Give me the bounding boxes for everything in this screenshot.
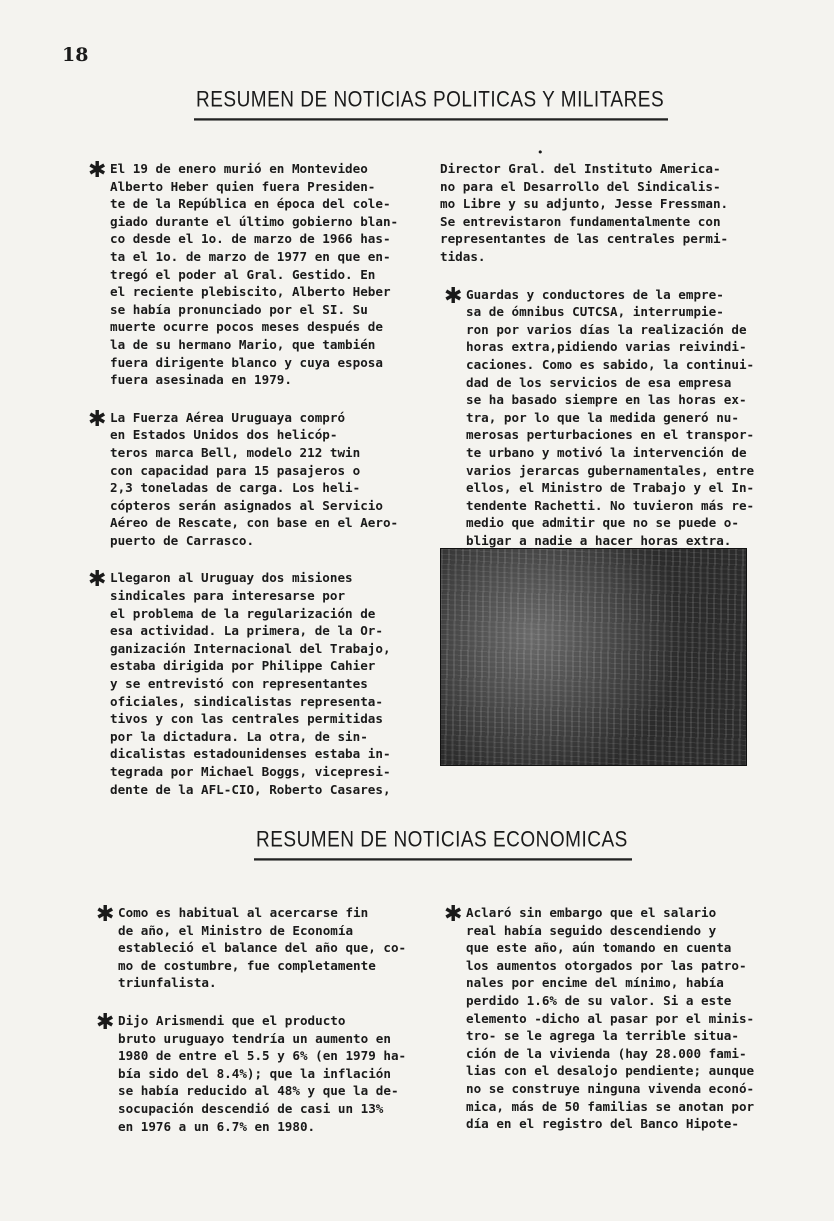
economics-left-column — [96, 902, 438, 1155]
news-item: ✱ Como es habitual al acercarse fin de año, el Ministro de Economía estableció el balance del año que, co- mo de costumbre, fue completamente triunfalista. — [96, 902, 407, 991]
title-underline — [194, 118, 668, 120]
politics-section-title: RESUMEN DE NOTICIAS POLITICAS Y MILITARES — [196, 88, 664, 113]
news-item: Director Gral. del Instituto America- no para el Desarrollo del Sindicalis- mo Libre y su adjunto, Jesse Fressman. Se entrevistaron fundamentalmente con representantes de las centrales permi- tidas. — [440, 161, 729, 264]
title-underline — [254, 858, 632, 860]
politics-right-column — [440, 160, 780, 569]
news-item: ✱ La Fuerza Aérea Uruguaya compró en Estados Unidos dos helicóp- teros marca Bell, modelo 212 twin con capacidad para 15 pasajeros o 2,3 toneladas de carga. Los heli- cópteros serán asignados al Servicio Aéreo de Rescate, con base en el Aero- puerto de Carrasco. — [88, 406, 399, 548]
asterisk-icon: ✱ — [88, 567, 107, 593]
news-item: ✱ Llegaron al Uruguay dos misiones sindicales para interesarse por el problema de la regularización de esa actividad. La primera, de la Or- ganización Internacional del Trabajo, estaba dirigida por Philippe Cahier y se entrevistó con representantes oficiales, sindicalistas representa- tivos y con las centrales permitidas por la dictadura. La otra, de sin- dicalistas estadounidenses estaba in- tegrada por Michael Boggs, vicepresi- dente de la AFL-CIO, Roberto Casares, — [88, 567, 391, 797]
news-item: ✱ Guardas y conductores de la empre- sa de ómnibus CUTCSA, interrumpie- ron por varios días la realización de horas extra,pidiendo varias reivindi- caciones. Como es sabido, la continui- dad de los servicios de esa empresa se ha basado siempre en las horas ex- tra, por lo que la medida generó nu- merosas perturbaciones en el transpor- te urbano y motivó la intervención de varios jerarcas gubernamentales, entre ellos, el Ministro de Trabajo y el In- tendente Rachetti. No tuvieron más re- medio que admitir que no se puede o- bligar a nadie a hacer horas extra. — [444, 283, 755, 548]
page-number: 18 — [62, 44, 89, 66]
economics-section-title: RESUMEN DE NOTICIAS ECONOMICAS — [256, 828, 628, 853]
asterisk-icon: ✱ — [444, 283, 463, 309]
news-item: ✱ Aclaró sin embargo que el salario real había seguido descendiendo y que este año, aún tomando en cuenta los aumentos otorgados por las patro- nales por encime del mínimo, había perdido 1.6% de su valor. Si a este elemento -dicho al pasar por el minis- tro- se le agrega la terrible situa- ción de la vivienda (hay 28.000 fami- lias con el desalojo pendiente; aunque no se construye ninguna vivenda econó- mica, más de 50 familias se anotan por día en el registro del Banco Hipote- — [444, 902, 755, 1132]
asterisk-icon: ✱ — [88, 406, 107, 432]
news-item: ✱ El 19 de enero murió en Montevideo Alberto Heber quien fuera Presiden- te de la República en época del cole- giado durante el último gobierno blan- co desde el 1o. de marzo de 1966 has- ta el 1o. de marzo de 1977 en que en- tregó el poder al Gral. Gestido. En el reciente plebiscito, Alberto Heber se había pronunciado por el SI. Su muerte ocurre pocos meses después de la de su hermano Mario, que también fuera dirigente blanco y cuya esposa fuera asesinada en 1979. — [88, 158, 399, 388]
news-photo — [440, 548, 747, 766]
asterisk-icon: ✱ — [88, 158, 107, 183]
ink-mark: • — [537, 146, 544, 159]
asterisk-icon: ✱ — [96, 1009, 115, 1035]
asterisk-icon: ✱ — [96, 902, 115, 927]
news-item: ✱ Dijo Arismendi que el producto bruto uruguayo tendría un aumento en 1980 de entre el 5.5 y 6% (en 1979 ha- bía sido del 8.4%); que la inflación se había reducido al 48% y que la de- socupación descendió de casi un 13% en 1976 a un 6.7% en 1980. — [96, 1009, 407, 1134]
economics-right-column — [444, 902, 786, 1153]
politics-left-column — [88, 158, 430, 818]
asterisk-icon: ✱ — [444, 902, 463, 927]
